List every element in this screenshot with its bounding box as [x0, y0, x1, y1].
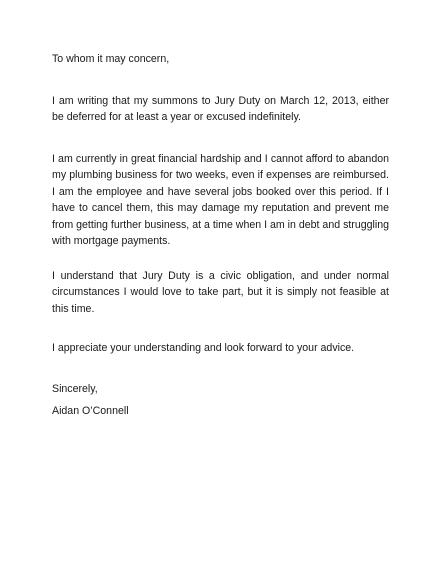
paragraph-financial-hardship: I am currently in great financial hardship and I cannot afford to abandon my plumbing business for two weeks, even if expenses are reimbursed. I am the employee and have several jobs booked over this period. If I have to cancel them, this may damage my reputation and prevent me from getting further business, at a time when I am in debt and struggling with mortgage payments. — [52, 153, 389, 248]
salutation: To whom it may concern, — [52, 53, 170, 65]
paragraph-civic-obligation: I understand that Jury Duty is a civic obligation, and under normal circumstances I would love to take part, but it is simply not feasible at this time. — [52, 270, 389, 315]
signature-name: Aidan O’Connell — [52, 405, 129, 417]
paragraph-appreciation: I appreciate your understanding and look forward to your advice. — [52, 342, 355, 354]
closing: Sincerely, — [52, 383, 98, 395]
paragraph-deferral-request: I am writing that my summons to Jury Duty on March 12, 2013, either be deferred for at least a year or excused indefinitely. — [52, 95, 389, 124]
